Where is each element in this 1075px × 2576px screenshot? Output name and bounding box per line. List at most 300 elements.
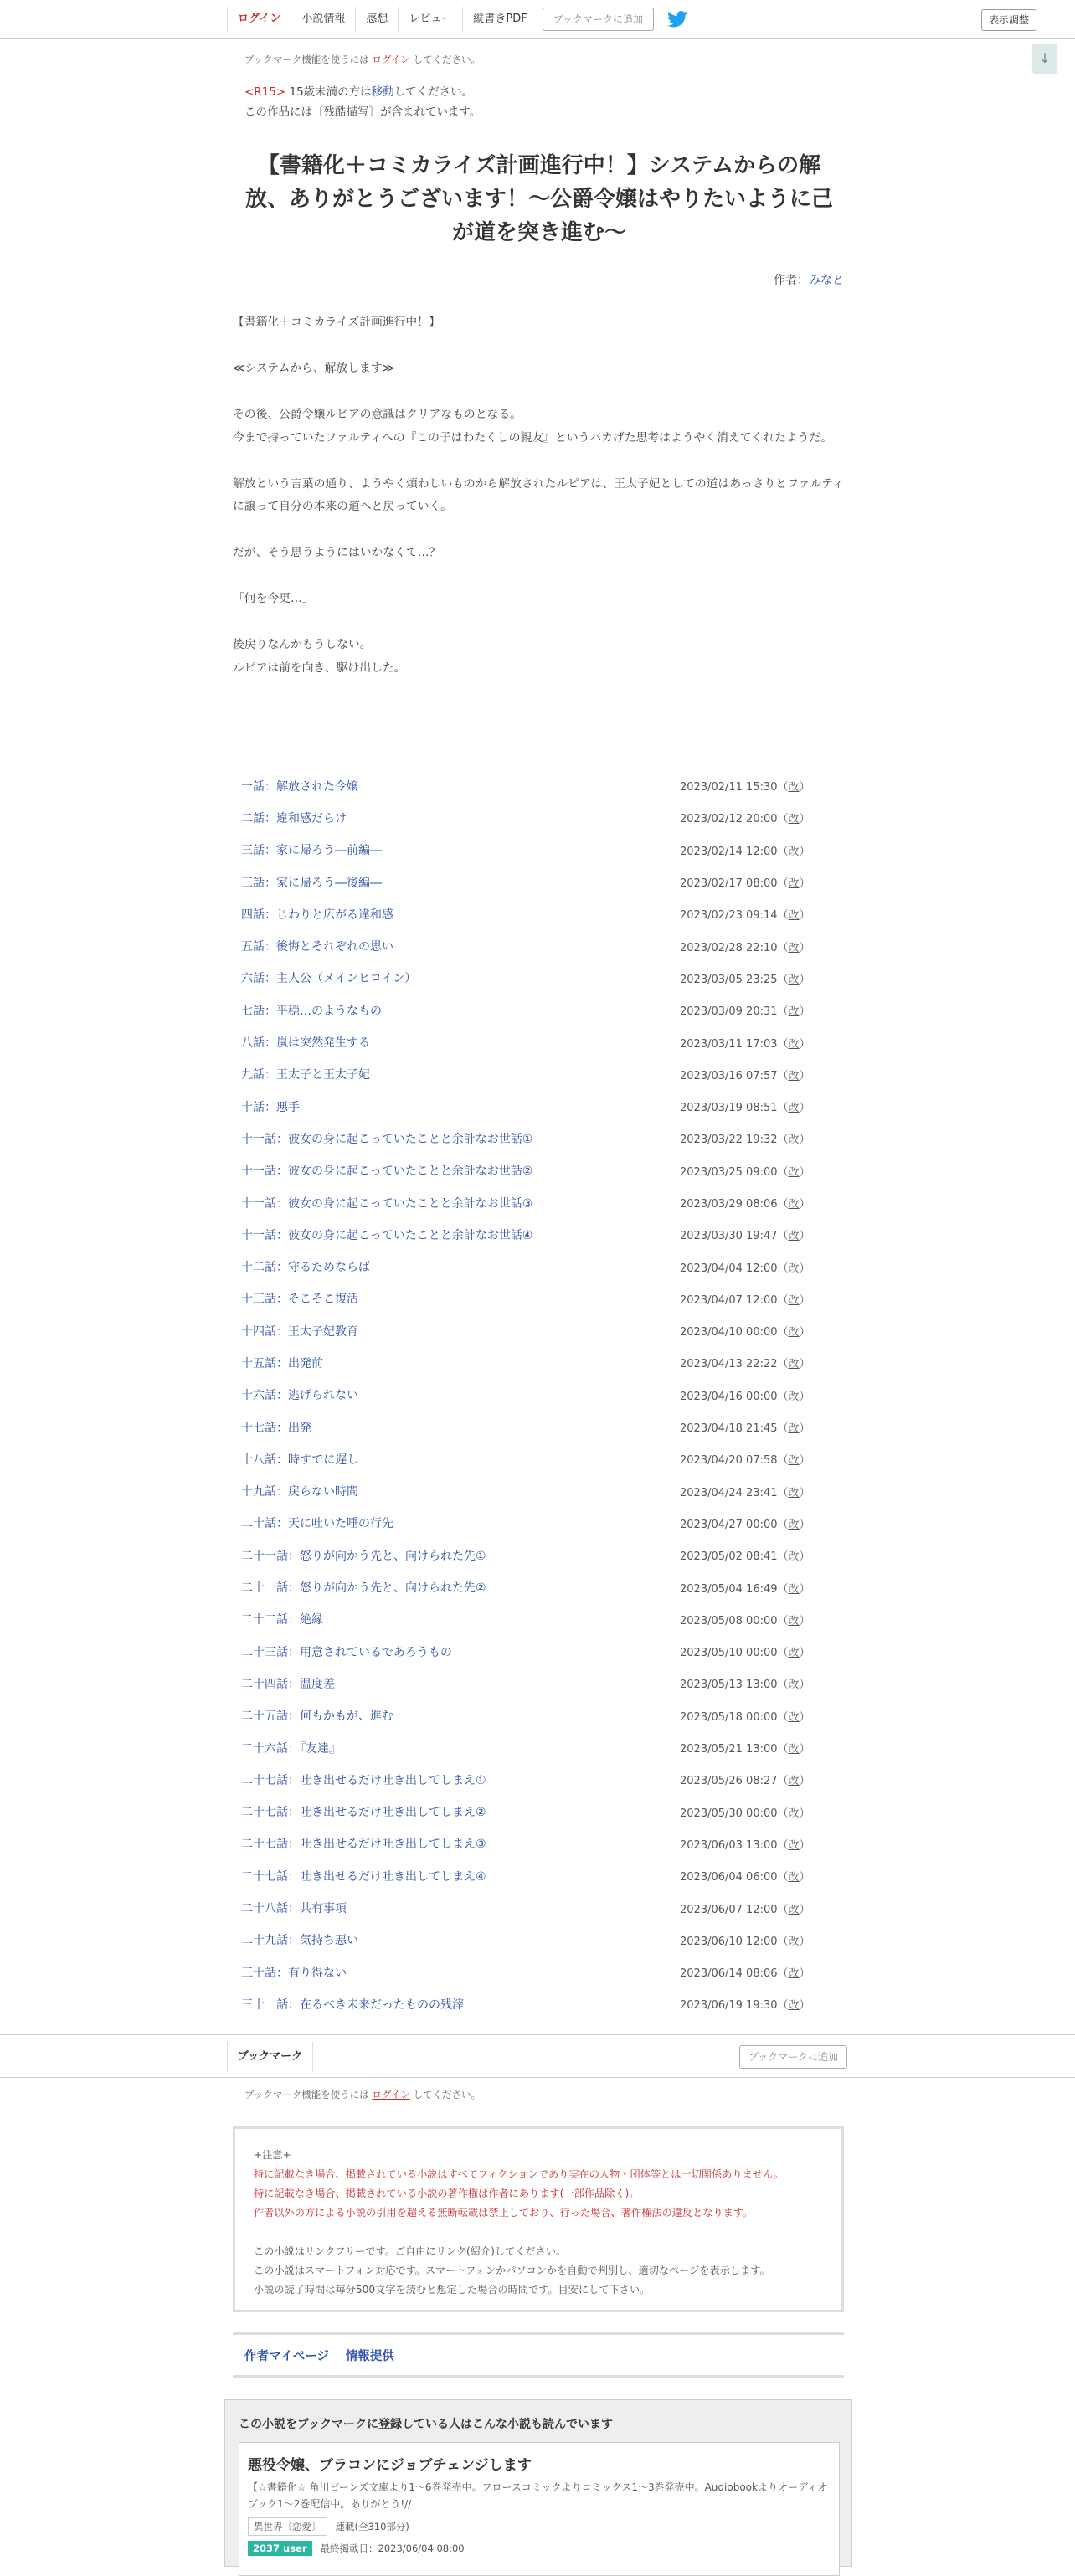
revision-paren: ） (799, 845, 810, 858)
chapter-row (233, 1026, 844, 1058)
note-text: ブックマーク機能を使うには (244, 54, 369, 65)
revision-paren: （ (777, 1871, 789, 1884)
chapter-row (233, 1571, 844, 1603)
revision-paren: ） (799, 1903, 810, 1916)
revision-paren: ） (799, 877, 810, 891)
arrow-down-icon: ↓ (1039, 50, 1051, 66)
chapter-link[interactable]: 十九話：戻らない時間 (241, 1485, 358, 1499)
chapter-date-text: 2023/05/10 00:00 (680, 1647, 778, 1660)
revision-mark[interactable]: 改 (788, 1358, 800, 1371)
synopsis-line: だが、そう思うようにはいかなくて…？ (233, 546, 441, 559)
chapter-date-text: 2023/05/26 08:27 (680, 1775, 778, 1788)
revision-mark[interactable]: 改 (788, 1390, 800, 1403)
nav-impressions[interactable]: 感想 (355, 7, 398, 32)
chapter-link[interactable]: 九話：王太子と王太子妃 (241, 1068, 370, 1082)
revision-paren: （ (777, 1262, 789, 1275)
chapter-link[interactable]: 十一話：彼女の身に起こっていたことと余計なお世話③ (241, 1196, 533, 1211)
chapter-row (233, 770, 844, 802)
chapter-row (233, 1187, 844, 1219)
author-mypage-link[interactable]: 作者マイページ (244, 2349, 329, 2363)
synopsis-line: 解放という言葉の通り、ようやく煩わしいものから解放されたルピアは、王太子妃としての道はあっさりとファルティに譲って自分の本来の道へと戻っていく。 (233, 476, 844, 513)
chapter-link[interactable]: 四話：じわりと広がる違和感 (241, 908, 393, 922)
chapter-date-text: 2023/05/18 00:00 (680, 1710, 778, 1724)
synopsis (233, 311, 844, 680)
chapter-date-text: 2023/03/16 07:57 (680, 1069, 778, 1082)
revision-paren: ） (799, 1710, 810, 1724)
age-notice (244, 82, 481, 122)
revision-mark[interactable]: 改 (788, 1005, 800, 1019)
synopsis-line: 後戻りなんかもうしない。 (233, 638, 372, 651)
chapter-row (233, 835, 844, 866)
revision-paren: （ (777, 1967, 789, 1981)
revision-paren: （ (777, 1069, 789, 1082)
chapter-date (680, 1259, 810, 1275)
revision-paren: （ (777, 1775, 789, 1788)
chapter-date-text: 2023/03/29 08:06 (680, 1198, 778, 1211)
chapter-date (680, 1547, 810, 1563)
r15-text: 15歳未満の方は (289, 85, 372, 99)
chapter-row (233, 1892, 844, 1924)
revision-mark[interactable]: 改 (788, 1647, 800, 1660)
synopsis-line: ≪システムから、解放します≫ (233, 362, 395, 375)
chapter-date-text: 2023/04/18 21:45 (680, 1422, 778, 1436)
chapter-date-text: 2023/03/09 20:31 (680, 1005, 778, 1019)
recommendation-card[interactable] (239, 2442, 840, 2576)
notice-box (233, 2126, 844, 2312)
revision-paren: ） (799, 1871, 810, 1884)
chapter-row (233, 1540, 844, 1571)
revision-paren: ） (799, 781, 810, 794)
chapter-date (680, 1836, 810, 1852)
revision-mark[interactable]: 改 (788, 1710, 800, 1724)
chapter-date (680, 1130, 810, 1146)
revision-mark[interactable]: 改 (788, 1069, 800, 1082)
info-report-link[interactable]: 情報提供 (345, 2349, 394, 2363)
chapter-row (233, 802, 844, 834)
revision-mark[interactable]: 改 (788, 1326, 800, 1339)
revision-mark[interactable]: 改 (788, 845, 800, 858)
revision-paren: （ (777, 1454, 789, 1468)
chapter-date (680, 1643, 810, 1659)
chapter-link[interactable]: 二十九話：気持ち悪い (241, 1934, 358, 1948)
twitter-icon[interactable] (667, 11, 687, 28)
chapter-date (680, 1035, 810, 1051)
revision-paren: （ (777, 1550, 789, 1564)
revision-paren: （ (777, 1358, 789, 1371)
chapter-date (680, 1067, 810, 1082)
revision-paren: （ (777, 1326, 789, 1339)
revision-paren: ） (799, 1743, 810, 1756)
chapter-date (680, 1580, 810, 1596)
synopsis-line (233, 565, 844, 589)
recommended-novel-title[interactable]: 悪役令嬢、ブラコンにジョブチェンジします (248, 2457, 532, 2474)
note-text: ブックマーク機能を使うには (244, 2089, 369, 2100)
author-links (233, 2332, 844, 2378)
revision-paren: ） (799, 1967, 810, 1981)
chapter-date-text: 2023/06/07 12:00 (680, 1903, 778, 1916)
chapter-row (233, 1925, 844, 1956)
chapter-link[interactable]: 十八話：時すでに遅し (241, 1453, 359, 1467)
chapter-date-text: 2023/02/11 15:30 (680, 781, 778, 794)
chapter-date (680, 1804, 810, 1820)
synopsis-line (233, 519, 844, 542)
chapter-date (680, 1291, 810, 1307)
revision-paren: ） (799, 1775, 810, 1788)
chapter-row (233, 1828, 844, 1860)
revision-mark[interactable]: 改 (788, 973, 800, 986)
revision-paren: （ (777, 1710, 789, 1724)
author-label: 作者： (774, 274, 809, 287)
synopsis-line: 【書籍化＋コミカライズ計画進行中！】 (233, 316, 440, 329)
chapter-link[interactable]: 十話：悪手 (241, 1100, 300, 1114)
novel-title: 【書籍化＋コミカライズ計画進行中！】システムからの解放、ありがとうございます！～公爵令嬢はやりたいように己が道を突き進む～ (244, 153, 833, 245)
revision-paren: （ (777, 973, 789, 986)
bookmark-bar (0, 2034, 1075, 2078)
chapter-date (680, 1419, 810, 1435)
revision-paren: ） (799, 1005, 810, 1019)
revision-paren: ） (799, 1230, 810, 1243)
chapter-date-text: 2023/03/22 19:32 (680, 1134, 778, 1147)
revision-paren: ） (799, 1647, 810, 1660)
chapter-date-text: 2023/03/11 17:03 (680, 1037, 778, 1051)
revision-paren: ） (799, 1165, 810, 1179)
chapter-date-text: 2023/05/13 13:00 (680, 1679, 778, 1692)
recommended-novel-desc: 【☆書籍化☆ 角川ビーンズ文庫より1〜6巻発売中。フロースコミックよりコミックス1〜3巻発売中。Audiobookよりオーディオブック1〜2巻配信中。ありがとう!// (248, 2481, 827, 2510)
chapter-date-text: 2023/04/27 00:00 (680, 1518, 778, 1531)
chapter-date (680, 778, 810, 794)
revision-mark[interactable]: 改 (788, 1550, 800, 1564)
serial-status: 連載(全310部分) (335, 2521, 409, 2532)
revision-mark[interactable]: 改 (788, 1871, 800, 1884)
revision-mark[interactable]: 改 (788, 1262, 800, 1275)
notice-line: 特に記載なき場合、掲載されている小説はすべてフィクションであり実在の人物・団体等とは一切関係ありません。 (254, 2168, 784, 2180)
revision-paren: ） (799, 1326, 810, 1339)
chapter-date (680, 1900, 810, 1916)
revision-paren: ） (799, 1293, 810, 1307)
synopsis-line: 今まで持っていたファルティへの『この子はわたくしの親友』というバカげた思考はようやく消えてくれたようだ。 (233, 430, 833, 445)
revision-mark[interactable]: 改 (788, 1102, 800, 1115)
revision-paren: ） (799, 1935, 810, 1948)
notice-heading: +注意+ (254, 2149, 291, 2161)
revision-paren: （ (777, 1005, 789, 1019)
chapter-link[interactable]: 十一話：彼女の身に起こっていたことと余計なお世話① (241, 1132, 533, 1146)
chapter-date (680, 906, 810, 922)
chapter-link[interactable]: 二十七話：吐き出せるだけ吐き出してしまえ④ (241, 1869, 486, 1884)
revision-paren: （ (777, 1518, 789, 1531)
chapter-date-text: 2023/04/24 23:41 (680, 1486, 778, 1499)
revision-paren: （ (777, 1230, 789, 1243)
chapter-date-text: 2023/05/08 00:00 (680, 1614, 778, 1627)
revision-paren: ） (799, 1486, 810, 1499)
note-text-end: してください。 (413, 2089, 481, 2100)
revision-paren: （ (777, 1390, 789, 1403)
note-text-end: してください。 (413, 54, 481, 65)
chapter-row (233, 1732, 844, 1764)
chapter-date-text: 2023/02/14 12:00 (680, 845, 778, 858)
revision-mark[interactable]: 改 (788, 1198, 800, 1211)
revision-paren: （ (777, 1838, 789, 1852)
chapter-link[interactable]: 二十六話：『友達』 (241, 1741, 341, 1756)
synopsis-line: その後、公爵令嬢ルピアの意識はクリアなものとなる。 (233, 408, 522, 421)
revision-mark[interactable]: 改 (788, 813, 800, 826)
chapter-link[interactable]: 二十七話：吐き出せるだけ吐き出してしまえ③ (241, 1838, 486, 1852)
revision-mark[interactable]: 改 (788, 1454, 800, 1468)
chapter-row (233, 1508, 844, 1540)
chapter-date (680, 1226, 810, 1242)
chapter-row (233, 995, 844, 1026)
revision-paren: （ (777, 1422, 789, 1436)
chapter-row (233, 1797, 844, 1828)
chapter-date (680, 810, 810, 825)
synopsis-line (233, 611, 844, 635)
chapter-date-text: 2023/04/20 07:58 (680, 1454, 778, 1468)
revision-paren: （ (777, 1999, 789, 2013)
revision-paren: ） (799, 1582, 810, 1596)
content-warning: この作品には〔残酷描写〕が含まれています。 (244, 105, 481, 119)
notice-line: 作者以外の方による小説の引用を超える無断転載は禁止しており、行った場合、著作権法の違反となります。 (254, 2207, 754, 2219)
chapter-link[interactable]: 二十一話：怒りが向かう先と、向けられた先① (241, 1549, 486, 1563)
revision-mark[interactable]: 改 (788, 877, 800, 891)
recommended-novel-meta-2 (248, 2541, 831, 2556)
nav-vertical-pdf[interactable]: 縦書きPDF (462, 7, 537, 32)
top-nav (0, 0, 1075, 39)
revision-paren: （ (777, 1037, 789, 1051)
notice-line: 特に記載なき場合、掲載されている小説の著作権は作者にあります(一部作品除く)。 (254, 2188, 640, 2199)
revision-mark[interactable]: 改 (788, 1679, 800, 1692)
chapter-date-text: 2023/06/19 19:30 (680, 1999, 778, 2013)
login-link-bottom[interactable]: ログイン (372, 2089, 410, 2100)
chapter-row (233, 1668, 844, 1699)
chapter-row (233, 866, 844, 898)
chapter-link[interactable]: 八話：嵐は突然発生する (241, 1036, 370, 1051)
revision-mark[interactable]: 改 (788, 1743, 800, 1756)
chapter-link[interactable]: 十二話：守るためならば (241, 1261, 370, 1275)
chapter-row (233, 1251, 844, 1283)
author-link[interactable]: みなと (809, 274, 844, 287)
synopsis-line: 「何を今更…」 (233, 592, 314, 605)
author-line (774, 271, 844, 288)
revision-paren: ） (799, 813, 810, 826)
chapter-date-text: 2023/02/23 09:14 (680, 909, 778, 923)
last-updated: 最終掲載日：2023/06/04 08:00 (320, 2543, 465, 2554)
chapter-date-text: 2023/02/12 20:00 (680, 813, 778, 826)
revision-paren: （ (777, 1679, 789, 1692)
chapter-link[interactable]: 一話：解放された令嬢 (241, 779, 358, 794)
chapter-date-text: 2023/06/04 06:00 (680, 1871, 778, 1884)
chapter-date (680, 1996, 810, 2012)
chapter-link[interactable]: 二十二話：絶縁 (241, 1613, 323, 1627)
chapter-date (680, 1932, 810, 1948)
chapter-link[interactable]: 十五話：出発前 (241, 1356, 323, 1370)
chapter-link[interactable]: 二十三話：用意されているであろうもの (241, 1645, 452, 1659)
revision-paren: ） (799, 1807, 810, 1820)
chapter-row (233, 1604, 844, 1636)
chapter-date (680, 1868, 810, 1884)
revision-mark[interactable]: 改 (788, 781, 800, 794)
chapter-date-text: 2023/03/30 19:47 (680, 1230, 778, 1243)
chapter-date (680, 874, 810, 890)
chapter-row (233, 1380, 844, 1411)
add-bookmark-button[interactable]: ブックマークに追加 (543, 8, 654, 31)
chapter-link[interactable]: 六話：主人公（メインヒロイン） (241, 972, 417, 986)
chapter-row (233, 1764, 844, 1796)
chapter-date-text: 2023/06/14 08:06 (680, 1967, 778, 1981)
chapter-link[interactable]: 二十五話：何もかもが、進む (241, 1710, 393, 1724)
revision-paren: （ (777, 1935, 789, 1948)
chapter-link[interactable]: 十六話：逃げられない (241, 1389, 358, 1403)
revision-mark[interactable]: 改 (788, 1935, 800, 1948)
chapter-link[interactable]: 三十一話：在るべき未来だったものの残滓 (241, 1998, 464, 2012)
revision-paren: ） (799, 1422, 810, 1436)
revision-paren: ） (799, 1037, 810, 1051)
chapter-row (233, 898, 844, 930)
chapter-date (680, 1195, 810, 1211)
revision-mark[interactable]: 改 (788, 1999, 800, 2013)
chapter-date (680, 1740, 810, 1756)
chapter-row (233, 1091, 844, 1123)
chapter-link[interactable]: 七話：平穏…のようなもの (241, 1004, 382, 1018)
chapter-date-text: 2023/03/19 08:51 (680, 1102, 778, 1115)
chapter-row (233, 1956, 844, 1988)
revision-mark[interactable]: 改 (788, 1614, 800, 1627)
chapter-link[interactable]: 十一話：彼女の身に起こっていたことと余計なお世話② (241, 1165, 533, 1179)
chapter-date-text: 2023/05/04 16:49 (680, 1582, 778, 1596)
revision-paren: ） (799, 1262, 810, 1275)
synopsis-line: ルピアは前を向き、駆け出した。 (233, 661, 406, 675)
revision-mark[interactable]: 改 (788, 909, 800, 923)
revision-paren: ） (799, 1999, 810, 2013)
revision-paren: ） (799, 1198, 810, 1211)
nav-reviews[interactable]: レビュー (398, 7, 462, 32)
chapter-link[interactable]: 二十話：天に吐いた唾の行先 (241, 1517, 393, 1531)
chapter-date (680, 970, 810, 986)
revision-paren: （ (777, 1807, 789, 1820)
recommendation-heading: この小説をブックマークに登録している人はこんな小説も読んでいます (239, 2418, 614, 2431)
recommendation-box (224, 2399, 852, 2567)
chapter-date (680, 938, 810, 954)
move-link[interactable]: 移動 (371, 85, 394, 99)
revision-paren: ） (799, 1518, 810, 1531)
chapter-date (680, 1483, 810, 1499)
chapter-row (233, 1443, 844, 1475)
revision-paren: ） (799, 1102, 810, 1115)
revision-mark[interactable]: 改 (788, 1903, 800, 1916)
chapter-row (233, 1860, 844, 1892)
chapter-date (680, 1771, 810, 1787)
synopsis-line (233, 450, 844, 473)
chapter-date (680, 1323, 810, 1339)
bookmark-login-note (244, 53, 481, 66)
revision-mark[interactable]: 改 (788, 1582, 800, 1596)
r15-text-end: してください。 (393, 85, 474, 99)
scroll-down-button[interactable] (1032, 44, 1057, 74)
add-bookmark-button-bottom[interactable]: ブックマークに追加 (739, 2045, 847, 2069)
notice-line: 小説の読了時間は毎分500文字を読むと想定した場合の時間です。目安にして下さい。 (254, 2284, 651, 2296)
chapter-row (233, 1315, 844, 1347)
revision-mark[interactable]: 改 (788, 1807, 800, 1820)
chapter-date (680, 1355, 810, 1370)
r15-tag: <R15> (244, 85, 286, 99)
chapter-date-text: 2023/02/17 08:00 (680, 877, 778, 891)
revision-mark[interactable]: 改 (788, 1518, 800, 1531)
chapter-date (680, 1451, 810, 1467)
top-nav-items (227, 7, 687, 32)
chapter-link[interactable]: 十三話：そこそこ復活 (241, 1293, 358, 1307)
chapter-link[interactable]: 十一話：彼女の身に起こっていたことと余計なお世話④ (241, 1228, 533, 1242)
revision-mark[interactable]: 改 (788, 1037, 800, 1051)
revision-paren: （ (777, 813, 789, 826)
revision-paren: （ (777, 877, 789, 891)
chapter-date-text: 2023/05/02 08:41 (680, 1550, 778, 1564)
chapter-date-text: 2023/04/10 00:00 (680, 1326, 778, 1339)
chapter-link[interactable]: 三話：家に帰ろう―前編― (241, 844, 382, 858)
revision-mark[interactable]: 改 (788, 1134, 800, 1147)
revision-paren: （ (777, 1102, 789, 1115)
chapter-date (680, 1964, 810, 1980)
revision-paren: ） (799, 1390, 810, 1403)
chapter-date-text: 2023/04/07 12:00 (680, 1293, 778, 1307)
revision-mark[interactable]: 改 (788, 1775, 800, 1788)
display-settings-button[interactable]: 表示調整 (981, 9, 1036, 31)
revision-paren: ） (799, 1069, 810, 1082)
revision-mark[interactable]: 改 (788, 1838, 800, 1852)
chapter-link[interactable]: 五話：後悔とそれぞれの思い (241, 940, 393, 954)
notice-line: この小説はリンクフリーです。ご自由にリンク(紹介)してください。 (254, 2245, 567, 2257)
revision-mark[interactable]: 改 (788, 941, 800, 954)
revision-mark[interactable]: 改 (788, 1486, 800, 1499)
recommended-novel-meta (248, 2517, 831, 2536)
chapter-link[interactable]: 二十七話：吐き出せるだけ吐き出してしまえ② (241, 1806, 486, 1820)
revision-paren: ） (799, 973, 810, 986)
revision-mark[interactable]: 改 (788, 1230, 800, 1243)
chapter-row (233, 930, 844, 962)
revision-mark[interactable]: 改 (788, 1165, 800, 1179)
revision-paren: （ (777, 1165, 789, 1179)
chapter-date (680, 1002, 810, 1018)
nav-novel-info[interactable]: 小説情報 (291, 7, 355, 32)
chapter-link[interactable]: 二十一話：怒りが向かう先と、向けられた先② (241, 1581, 486, 1596)
chapter-date-text: 2023/04/16 00:00 (680, 1390, 778, 1403)
notice-line: この小説はスマートフォン対応です。スマートフォンかパソコンかを自動で判別し、適切なページを表示します。 (254, 2265, 770, 2276)
revision-paren: （ (777, 1293, 789, 1307)
revision-paren: ） (799, 941, 810, 954)
chapter-link[interactable]: 三十話：有り得ない (241, 1966, 347, 1980)
revision-mark[interactable]: 改 (788, 1967, 800, 1981)
chapter-link[interactable]: 三話：家に帰ろう―後編― (241, 876, 382, 890)
chapter-link[interactable]: 二十四話：温度差 (241, 1677, 335, 1691)
chapter-link[interactable]: 十四話：王太子妃教育 (241, 1324, 358, 1339)
chapter-link[interactable]: 二話：違和感だらけ (241, 811, 347, 825)
chapter-link[interactable]: 二十七話：吐き出せるだけ吐き出してしまえ① (241, 1773, 486, 1787)
login-link[interactable]: ログイン (372, 54, 410, 65)
bookmark-label: ブックマーク (227, 2042, 313, 2072)
nav-login[interactable]: ログイン (227, 7, 291, 32)
revision-paren: ） (799, 1454, 810, 1468)
chapter-date-text: 2023/06/10 12:00 (680, 1935, 778, 1948)
chapter-link[interactable]: 十七話：出発 (241, 1421, 311, 1435)
synopsis-line (233, 381, 844, 404)
chapter-date (680, 1387, 810, 1403)
chapter-date-text: 2023/05/30 00:00 (680, 1807, 778, 1820)
revision-paren: ） (799, 1838, 810, 1852)
chapter-date-text: 2023/05/21 13:00 (680, 1743, 778, 1756)
revision-mark[interactable]: 改 (788, 1293, 800, 1307)
revision-mark[interactable]: 改 (788, 1422, 800, 1436)
chapter-link[interactable]: 二十八話：共有事項 (241, 1902, 347, 1916)
revision-paren: （ (777, 1134, 789, 1147)
revision-paren: （ (777, 941, 789, 954)
chapter-row (233, 1411, 844, 1443)
